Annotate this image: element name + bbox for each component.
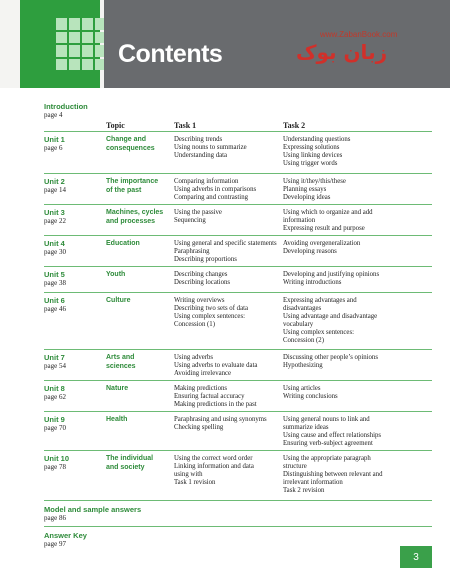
unit-page: page 38 [44,279,66,287]
answer-key-page: page 97 [44,540,66,548]
task2-line: Using the appropriate paragraph [283,455,371,462]
task2-line: disadvantages [283,305,322,312]
task1-line: Comparing and contrasting [174,194,248,201]
task1-cell [174,297,282,329]
task2-line: Expressing solutions [283,144,340,151]
unit-cell [44,209,66,225]
table-row [44,411,432,451]
task2-cell [283,240,431,256]
unit-page: page 70 [44,424,66,432]
task2-cell [283,297,431,345]
task2-line: Writing introductions [283,279,342,286]
unit-title: Unit 3 [44,208,65,217]
task1-line: Comparing information [174,178,239,185]
column-task1: Task 1 [174,121,197,130]
task2-line: vocabulary [283,321,314,328]
task1-cell [174,385,282,409]
unit-title: Unit 1 [44,135,65,144]
task1-line: Using general and specific statements [174,240,277,247]
task1-line: Linking information and data [174,463,254,470]
task1-cell [174,240,282,264]
task1-line: Task 1 revision [174,479,216,486]
task1-line: Describing two sets of data [174,305,248,312]
unit-page: page 46 [44,305,66,313]
task1-line: Using nouns to summarize [174,144,247,151]
model-answers-title: Model and sample answers [44,505,142,514]
intro-page: page 4 [44,111,63,119]
task2-line: Using general nouns to link and [283,416,370,423]
task1-line: Writing overviews [174,297,225,304]
unit-title: Unit 6 [44,296,65,305]
task2-cell [283,455,431,495]
table-row [44,131,432,174]
answer-key-entry [44,526,432,548]
task2-line: summarize ideas [283,424,329,431]
unit-cell [44,455,69,471]
task1-line: Ensuring factual accuracy [174,393,245,400]
task1-cell [174,178,282,202]
topic-cell [106,416,174,425]
unit-page: page 30 [44,248,66,256]
unit-cell [44,297,66,313]
task2-line: Concession (2) [283,337,324,344]
task1-line: Checking spelling [174,424,224,431]
grid-icon [56,18,106,70]
topic-line: sciences [106,362,136,370]
task1-cell [174,354,282,378]
topic-line: of the past [106,186,142,194]
task1-line: Paraphrasing and using synonyms [174,416,267,423]
unit-title: Unit 5 [44,270,65,279]
unit-page: page 78 [44,463,66,471]
task2-cell [283,136,431,168]
task2-line: structure [283,463,307,470]
task2-cell [283,354,431,370]
task2-line: Understanding questions [283,136,351,143]
answer-key-title: Answer Key [44,531,87,540]
task2-line: Avoiding overgeneralization [283,240,361,247]
unit-title: Unit 4 [44,239,65,248]
page-number: 3 [400,546,432,568]
topic-cell [106,455,174,472]
topic-cell [106,209,174,226]
column-task2: Task 2 [283,121,306,130]
unit-title: Unit 7 [44,353,65,362]
task2-line: Using it/they/this/these [283,178,346,185]
task2-cell [283,209,431,233]
task1-line: Describing changes [174,271,228,278]
task2-line: Using complex sentences: [283,329,354,336]
topic-line: and processes [106,217,156,225]
unit-cell [44,240,66,256]
topic-line: The individual [106,455,154,462]
table-row [44,235,432,267]
task1-line: Making predictions in the past [174,401,257,408]
task1-line: Understanding data [174,152,228,159]
site-url: www.ZabanBook.com [320,30,398,39]
task2-line: Developing reasons [283,248,337,255]
table-row [44,349,432,381]
table-row [44,173,432,205]
task1-cell [174,209,282,225]
task1-cell [174,455,282,487]
unit-page: page 14 [44,186,66,194]
task2-line: Expressing advantages and [283,297,357,304]
topic-cell [106,297,174,306]
task1-line: Describing proportions [174,256,237,263]
task2-cell [283,416,431,448]
topic-line: consequences [106,144,155,152]
task2-line: Developing and justifying opinions [283,271,380,278]
task2-line: Using advantage and disadvantage [283,313,378,320]
page-title: Contents [118,40,223,68]
model-answers-entry [44,500,432,522]
task2-line: Using which to organize and add [283,209,373,216]
task1-line: Paraphrasing [174,248,210,255]
task2-line: Developing ideas [283,194,331,201]
watermark-logo: زبان بوک [296,40,388,64]
task1-cell [174,416,282,432]
task1-line: Using adverbs [174,354,214,361]
topic-cell [106,136,174,153]
intro-entry [44,102,88,119]
task1-line: Making predictions [174,385,228,392]
topic-line: Education [106,240,140,247]
task1-line: using with [174,471,203,478]
task1-line: Using adverbs to evaluate data [174,362,258,369]
task2-line: Using articles [283,385,321,392]
task1-line: Describing trends [174,136,223,143]
task2-line: Using cause and effect relationships [283,432,382,439]
task2-cell [283,271,431,287]
unit-page: page 54 [44,362,66,370]
task2-line: Expressing result and purpose [283,225,365,232]
header [0,0,450,88]
table-row [44,380,432,412]
task2-line: Hypothesizing [283,362,323,369]
task1-line: Using the correct word order [174,455,253,462]
task2-line: Distinguishing between relevant and [283,471,383,478]
task2-line: Discussing other people’s opinions [283,354,378,361]
task2-line: Ensuring verb-subject agreement [283,440,373,447]
topic-line: Health [106,416,128,423]
unit-page: page 6 [44,144,63,152]
task1-line: Using complex sentences: [174,313,245,320]
table-row [44,450,432,501]
task2-cell [283,178,431,202]
task2-line: information [283,217,316,224]
unit-cell [44,178,66,194]
topic-line: Nature [106,385,129,392]
topic-cell [106,240,174,249]
task1-line: Using adverbs in comparisons [174,186,257,193]
task1-cell [174,136,282,160]
topic-line: Arts and [106,354,135,361]
task2-cell [283,385,431,401]
task1-line: Concession (1) [174,321,215,328]
unit-page: page 62 [44,393,66,401]
task2-line: Writing conclusions [283,393,338,400]
unit-title: Unit 2 [44,177,65,186]
intro-title: Introduction [44,102,88,111]
topic-cell [106,354,174,371]
task1-line: Sequencing [174,217,206,224]
table-row [44,292,432,350]
unit-title: Unit 9 [44,415,65,424]
task1-line: Using the passive [174,209,222,216]
unit-cell [44,354,66,370]
unit-cell [44,136,65,152]
table-row [44,204,432,236]
topic-line: and society [106,463,145,471]
topic-line: The importance [106,178,159,185]
model-answers-page: page 86 [44,514,66,522]
topic-cell [106,178,174,195]
topic-line: Youth [106,271,126,278]
unit-cell [44,385,66,401]
task2-line: Task 2 revision [283,487,325,494]
task1-cell [174,271,282,287]
task2-line: Using trigger words [283,160,338,167]
unit-page: page 22 [44,217,66,225]
task2-line: Using linking devices [283,152,343,159]
task2-line: Planning essays [283,186,327,193]
column-topic: Topic [106,121,125,130]
topic-line: Change and [106,136,147,143]
topic-line: Machines, cycles [106,209,164,216]
unit-cell [44,271,66,287]
topic-cell [106,385,174,394]
topic-line: Culture [106,297,131,304]
unit-title: Unit 10 [44,454,70,463]
unit-cell [44,416,66,432]
topic-cell [106,271,174,280]
logo-block [20,0,100,88]
table-row [44,266,432,293]
unit-title: Unit 8 [44,384,65,393]
task1-line: Describing locations [174,279,231,286]
task1-line: Avoiding irrelevance [174,370,232,377]
task2-line: irrelevant information [283,479,343,486]
